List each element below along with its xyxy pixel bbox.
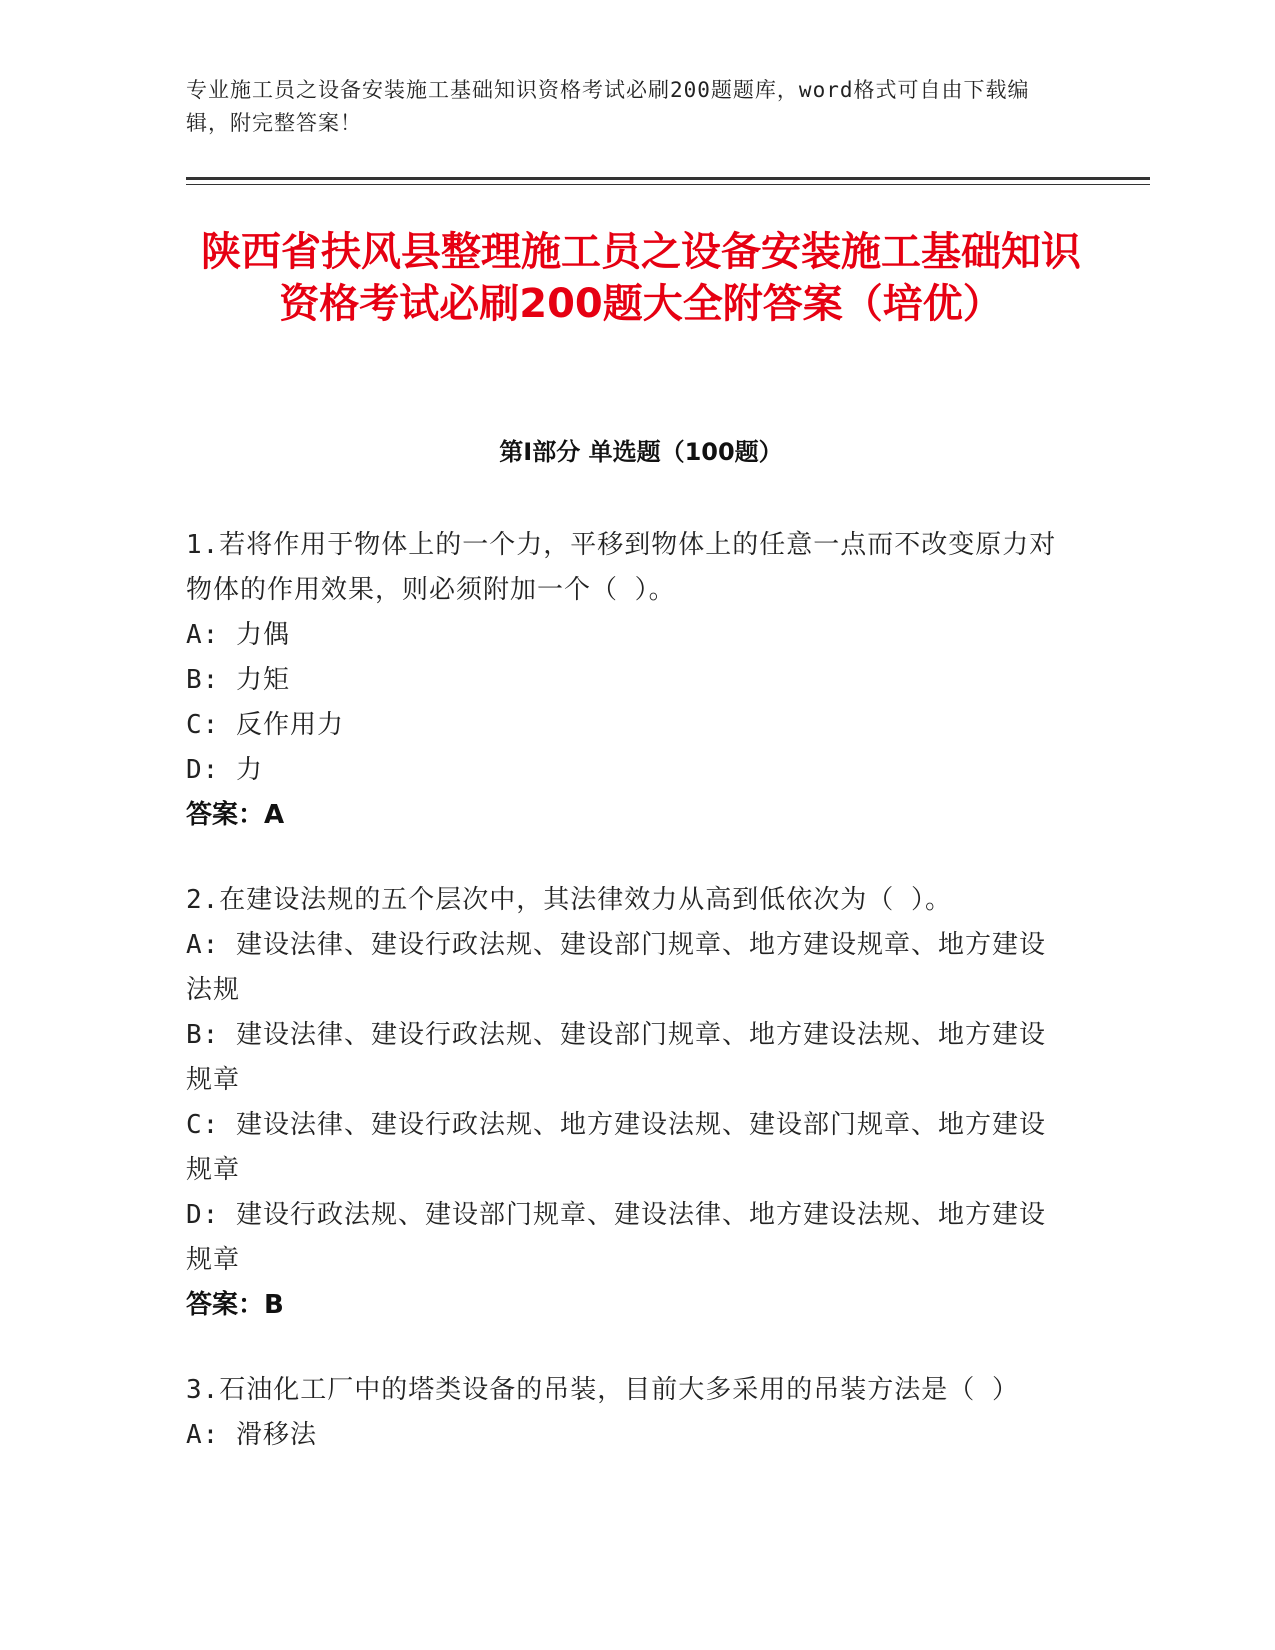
question-stem: 3.石油化工厂中的塔类设备的吊装，目前大多采用的吊装方法是（ ） — [186, 1375, 1019, 1405]
header-divider-thick — [186, 177, 1150, 180]
answer-line: 答案：B — [186, 1290, 284, 1320]
document-title: 陕西省扶风县整理施工员之设备安装施工基础知识资格考试必刷200题大全附答案（培优） — [201, 229, 1081, 327]
option-b: B: 力矩 — [186, 665, 290, 695]
question-2 — [186, 878, 1066, 1328]
option-c: C: 建设法律、建设行政法规、地方建设法规、建设部门规章、地方建设规章 — [186, 1110, 1046, 1185]
option-d: D: 力 — [186, 755, 263, 785]
option-d: D: 建设行政法规、建设部门规章、建设法律、地方建设法规、地方建设规章 — [186, 1200, 1046, 1275]
header-note: 专业施工员之设备安装施工基础知识资格考试必刷200题题库，word格式可自由下载编辑，附完整答案！ — [186, 78, 1030, 135]
option-b: B: 建设法律、建设行政法规、建设部门规章、地方建设法规、地方建设规章 — [186, 1020, 1046, 1095]
option-c: C: 反作用力 — [186, 710, 344, 740]
option-a: A: 力偶 — [186, 620, 290, 650]
option-a: A: 滑移法 — [186, 1420, 317, 1450]
option-a: A: 建设法律、建设行政法规、建设部门规章、地方建设规章、地方建设法规 — [186, 930, 1046, 1005]
question-list — [186, 523, 1066, 1498]
question-3 — [186, 1368, 1066, 1458]
header-divider-thin — [186, 184, 1150, 185]
question-stem: 2.在建设法规的五个层次中，其法律效力从高到低依次为（ ）。 — [186, 885, 952, 915]
section-heading: 第Ⅰ部分 单选题（100题） — [499, 438, 783, 466]
question-1 — [186, 523, 1066, 838]
question-stem: 1.若将作用于物体上的一个力，平移到物体上的任意一点而不改变原力对物体的作用效果，则必须附加一个（ ）。 — [186, 530, 1057, 605]
answer-line: 答案：A — [186, 800, 285, 830]
